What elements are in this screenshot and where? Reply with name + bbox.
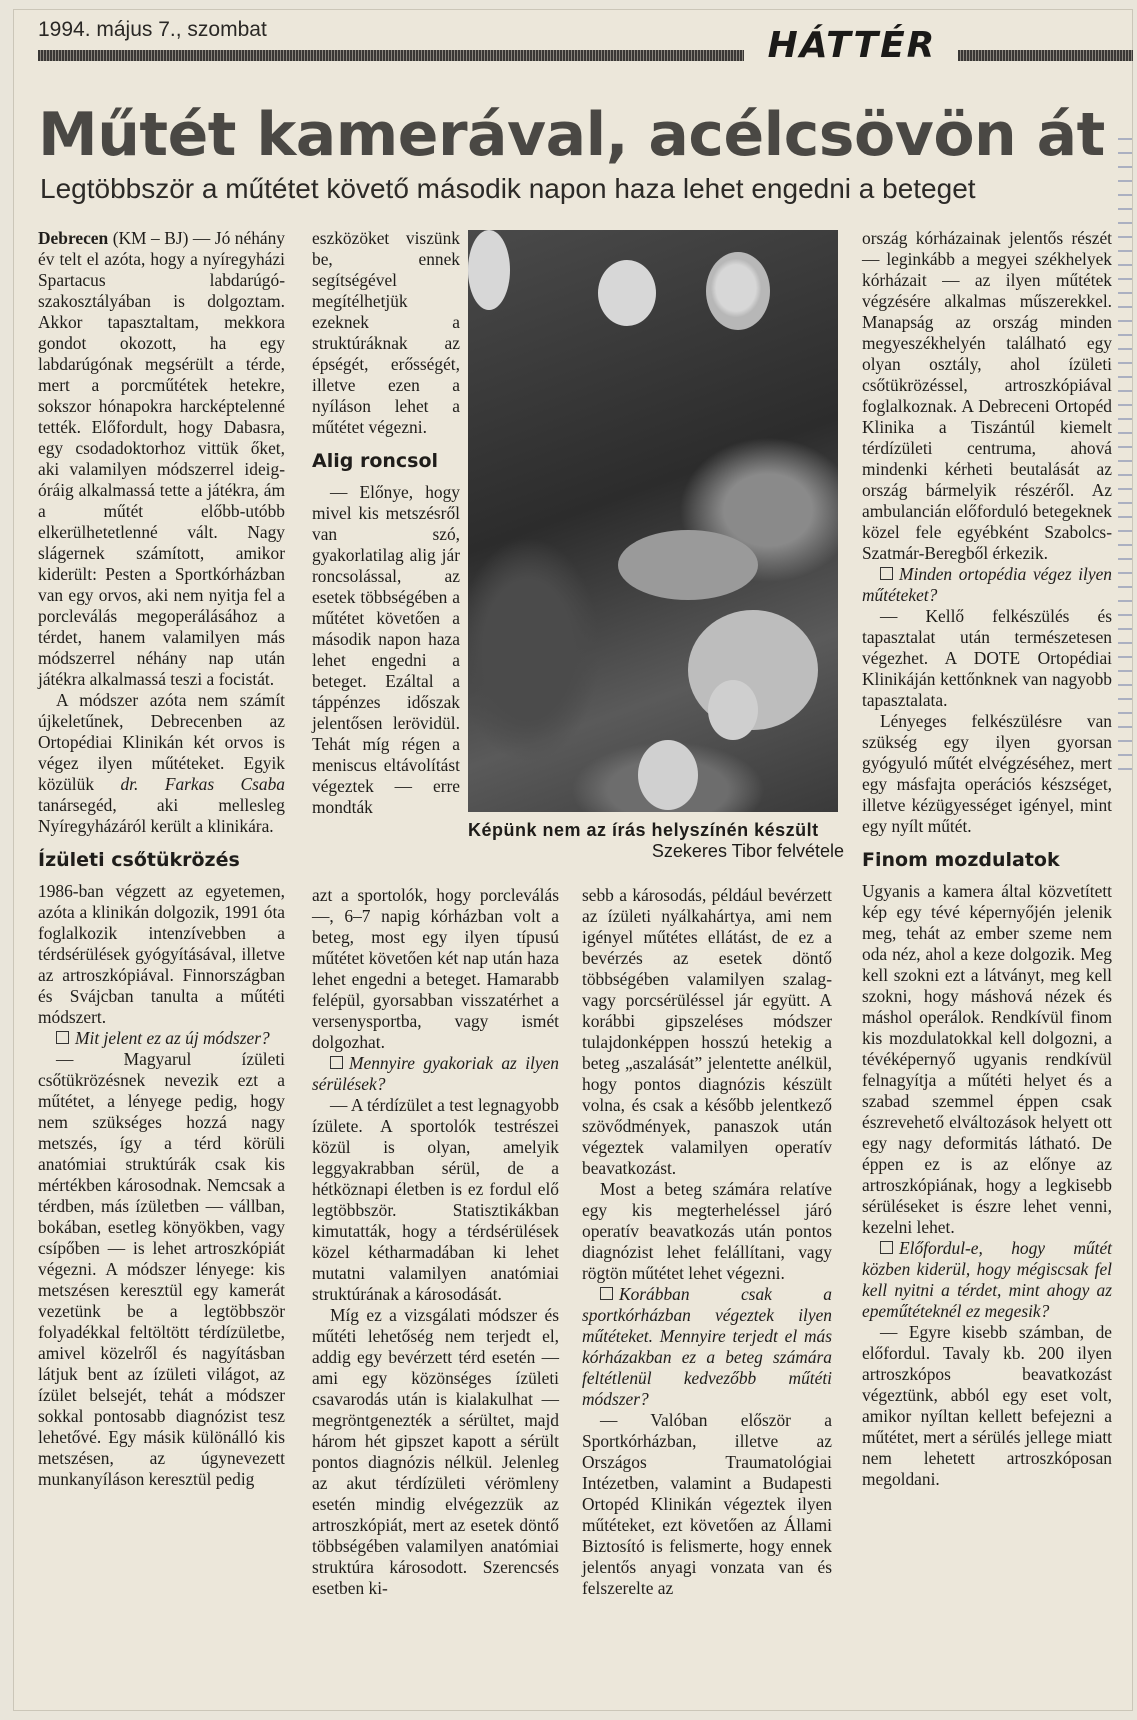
article-column-4 (862, 228, 1112, 1490)
article-paragraph (38, 690, 285, 837)
article-paragraph: — Egyre kisebb számban, de előfordul. Tavaly kb. 200 ilyen artroszkópos beavatkozást végeztünk, abból egy eset volt, amikor nyíltan kellett befejezni a műtétet, mert a sérülés jellege miatt nem lehetett artroszkóposan megoldani. (862, 1322, 1112, 1489)
header-rule-left (38, 50, 744, 61)
issue-date: 1994. május 7., szombat (38, 18, 267, 41)
photo-lamp (468, 230, 510, 310)
article-paragraph: eszközöket viszünk be, ennek segítségével megítélhetjük ezeknek a struktúráknak az épségét, erősségét, illetve ezen a nyíláson lehet a műtétet végezni. (312, 228, 460, 437)
article-paragraph: — A térdízület a test legnagyobb ízülete. A sportolók testrészei közül is olyan, amelyik leggyakrabban sérül, de a hétköznapi életben is ez fordul elő legtöbbször. Statisztikákban kimutatták, hogy a térdsérülések közel kétharmadában ki lehet mutatni valamilyen anatómiai struktúrának a károsodását. (312, 1095, 559, 1304)
interview-question (862, 564, 1112, 606)
subheading: Ízületi csőtükrözés (38, 849, 240, 871)
paragraph-text: A módszer azóta nem számít újkeletűnek, Debrecenben az Ortopédiai Klinikán két orvos is végez ilyen műtéteket. Egyik közülük (38, 690, 285, 794)
article-paragraph: 1986-ban végzett az egyetemen, azóta a klinikán dolgozik, 1991 óta foglalkozik intenzívebben a térdsérülések gyógyításával, illetve az artroszkópiával. Finnországban és Svájcban tanulta a műtéti módszert. (38, 881, 285, 1027)
article-paragraph: Lényeges felkészülésre van szükség egy ilyen gyorsan gyógyuló műtét elvégzéséhez, mert egy másfajta operációs készséget, illetve kézügyességet igényel, mint egy nyílt műtét. (862, 711, 1112, 836)
question-text: Mennyire gyakoriak az ilyen sérülések? (312, 1053, 559, 1094)
question-box-icon (330, 1056, 343, 1069)
article-paragraph: azt a sportolók, hogy porcleválás —, 6–7 napig kórházban volt a beteg, most egy ilyen típusú műtétet követően két nap után haza lehet engedni a beteget. Hamarabb felépül, gyorsabban visszatérhet a versenysportba, vagy ismét dolgozhat. (312, 885, 559, 1052)
margin-handwriting (1118, 130, 1132, 780)
question-box-icon (600, 1287, 613, 1300)
photo-highlight (638, 740, 698, 810)
article-paragraph: sebb a károsodás, például bevérzett az ízületi nyálkahártya, ami nem igényel műtétes ellátást, de ez a bevérzés az esetek döntő többségében valamilyen szalag- vagy porcsérüléssel jár együtt. A korábbi gipszeléses módszer tulajdonképpen hosszú hetekig a beteg „aszalását” jelentette anélkül, hogy pontos diagnózis készült volna, és csak a később jelentkező szövődmények, panaszok után végeztek valamilyen operatív beavatkozást. (582, 885, 832, 1178)
surgery-photo (468, 230, 838, 812)
article-paragraph: Ugyanis a kamera által közvetített kép egy tévé képernyőjén jelenik meg, tehát az ember szeme nem oda néz, ahol a keze dolgozik. Meg kell szokni ezt a látványt, meg kell szokni, hogy máshová nézek és máshol operálok. Rendkívül finom kis mozdulatokkal kell dolgozni, a tévéképernyő ugyanis rendkívül felnagyítja a műtéti helyet és a szabad szemmel éppen csak észrevehető elváltozások helyett ott egy nagy deformitás látható. De éppen ez is az előnye az artroszkópiának, hogy a legkisebb sérüléseket is észre lehet venni, kezelni lehet. (862, 881, 1112, 1237)
question-box-icon (880, 1241, 893, 1254)
article-headline: Műtét kamerával, acélcsövön át (38, 100, 1105, 170)
article-paragraph: — Előnye, hogy mivel kis metszésről van szó, gyakorlatilag alig jár roncsolással, az esetek többségében a műtétet követően a második napon haza lehet engedni a beteget. Ezáltal a táppénzes időszak jelentősen lerövidül. Tehát míg régen a meniscus eltávolítást végeztek — erre mondták (312, 482, 460, 817)
question-text: Mit jelent ez az új módszer? (75, 1028, 270, 1048)
interview-question (38, 1028, 285, 1049)
paragraph-text: tanársegéd, aki mellesleg Nyíregyházáról került a klinikára. (38, 795, 285, 836)
article-paragraph: ország kórházainak jelentős részét — leginkább a megyei székhelyek kórházait — az ilyen műtétek végzésére alkalmas műszerekkel. Manapság az ország minden megyeszékhelyén található egy olyan osztály, ahol ízületi csőtükrözéssel, artroszkópiával foglalkoznak. A Debreceni Ortopéd Klinika a Tiszántúl kiemelt térdízületi centruma, ahová mindenki kérheti beutalását az ország bármelyik részéről. Az ambulancián előforduló betegeknek közel fele egyébként Szabolcs-Szatmár-Beregből érkezik. (862, 228, 1112, 563)
caption-text: Képünk nem az írás helyszínén készült (468, 820, 819, 840)
interview-question (312, 1053, 559, 1095)
photo-highlight (618, 530, 758, 600)
article-paragraph: — Valóban először a Sportkórházban, illetve az Országos Traumatológiai Intézetben, valamint a Budapesti Ortopéd Klinikán végeztek ilyen műtéteket, ezt követően az Állami Biztosító is felismerte, hogy ennek jelentős anyagi vonzata van és felszerelte az (582, 1410, 832, 1598)
photo-lamp (598, 260, 656, 326)
photo-lamp (706, 252, 770, 330)
header-rule-right (958, 50, 1133, 61)
section-label: HÁTTÉR (767, 25, 937, 66)
photo-caption (468, 820, 844, 862)
article-paragraph (38, 228, 285, 690)
article-column-2 (312, 228, 460, 818)
article-paragraph: Most a beteg számára relatíve egy kis megterheléssel járó operatív beavatkozás után pontos diagnózist lehet felállítani, vagy rögtön műtétet lehet végezni. (582, 1179, 832, 1283)
paragraph-text: (KM – BJ) — Jó néhány év telt el azóta, hogy a nyíregyházi Spartacus labdarúgó-szakosztályában is dolgoztam. Akkor tapasztaltam, mekkora gondot okozott, ha egy labdarúgónak megsérült a térde, mert a porcműtétek hetekre, sokszor hónapokra harcképtelenné tették. Előfordult, hogy Dabasra, egy csodadoktorhoz vittük őket, aki valamilyen módszerrel ideig-óráig alkalmassá tette a játékra, ám a műtét előbb-utóbb elkerülhetetlenné vált. Nagy slágernek számított, amikor kiderült: Pesten a Sportkórházban van egy orvos, aki nem nyitja fel a porcleválás megoperálásához a térdet, hanem valamilyen más módszerrel néhány nap után játékra alkalmassá teszi a focistát. (38, 228, 285, 689)
subheading: Finom mozdulatok (862, 849, 1060, 871)
interview-question (582, 1284, 832, 1410)
article-column-2-lower (312, 885, 559, 1599)
question-text: Minden ortopédia végez ilyen műtéteket? (862, 564, 1112, 605)
subheading: Alig roncsol (312, 450, 439, 472)
article-column-3 (582, 885, 832, 1599)
photo-credit: Szekeres Tibor felvétele (651, 841, 844, 861)
question-box-icon (56, 1031, 69, 1044)
article-paragraph: Míg ez a vizsgálati módszer és műtéti lehetőség nem terjedt el, addig egy bevérzett térd esetén — ami egy közönséges ízületi csavarodás után is kialakulhat — megröntgenezték a sérültet, majd három hét gipszet kapott a sérült pontos diagnózis nélkül. Jelenleg az akut térdízületi vérömleny esetén mindig elvégezzük az artroszkópiát, mert az esetek döntő többségében valamilyen anatómiai struktúra károsodott. Szerencsés esetben ki- (312, 1305, 559, 1598)
question-text: Korábban csak a sportkórházban végeztek ilyen műtéteket. Mennyire terjedt el más kórházakban ez a beteg számára feltétlenül kedvezőbb műtéti módszer? (582, 1284, 832, 1409)
article-paragraph: — Kellő felkészülés és tapasztalat után természetesen végezhet. A DOTE Ortopédiai Klinikáján kettőnknek van nagyobb tapasztalata. (862, 606, 1112, 710)
article-paragraph: — Magyarul ízületi csőtükrözésnek nevezik ezt a műtétet, a lényege pedig, hogy nem szükséges hozzá nagy metszés, így a térd körüli anatómiai struktúrák csak kis mértékben károsodnak. Nemcsak a térdben, más ízületben — vállban, bokában, esetleg könyökben, vagy csípőben — is lehet artroszkópiát végezni. A módszer lényege: kis metszésen keresztül egy kamerát vezetünk be a legtöbbször folyadékkal feltöltött térdízületbe, amivel közelről és nagyításban látjuk bent az ízületi világot, az ízület belsejét, tehát a módszer sokkal pontosabb diagnózist tesz lehetővé. Egy másik különálló kis metszésen, az úgynevezett munkanyíláson keresztül pedig (38, 1049, 285, 1489)
interview-question (862, 1238, 1112, 1322)
dateline: Debrecen (38, 228, 109, 248)
article-column-1 (38, 228, 285, 1490)
person-name: dr. Farkas Csaba (120, 774, 285, 794)
question-text: Előfordul-e, hogy műtét közben kiderül, hogy mégiscsak fel kell nyitni a térdet, mint ahogy az epeműtéteknél ez megesik? (862, 1238, 1112, 1321)
question-box-icon (880, 567, 893, 580)
article-subheadline: Legtöbbször a műtétet követő második napon haza lehet engedni a beteget (40, 173, 976, 204)
photo-highlight (708, 680, 758, 740)
